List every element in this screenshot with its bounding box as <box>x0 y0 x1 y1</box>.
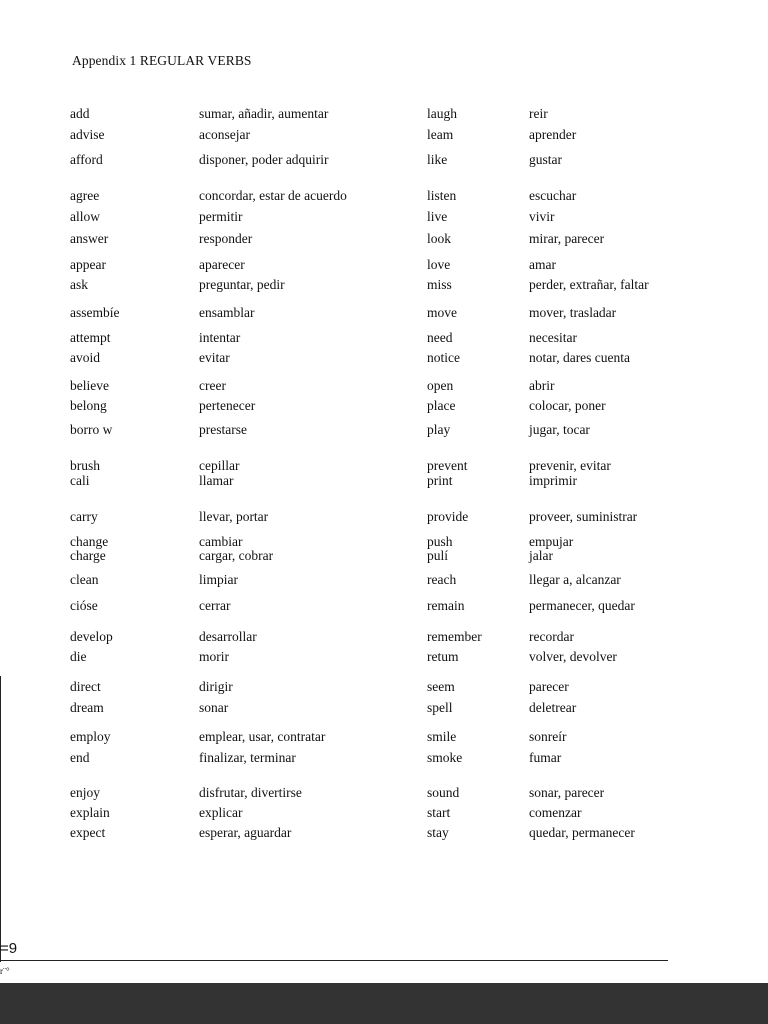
verb-row <box>0 350 768 366</box>
english-verb: agree <box>70 188 100 203</box>
spanish-translation: limpiar <box>199 572 238 587</box>
verb-row <box>0 572 768 588</box>
bottom-rule <box>0 960 668 961</box>
page-title: Appendix 1 REGULAR VERBS <box>72 53 252 68</box>
spanish-translation: permitir <box>199 209 243 224</box>
spanish-translation: desarrollar <box>199 629 257 644</box>
spanish-translation: prevenir, evitar <box>529 458 611 473</box>
english-verb: borro w <box>70 422 113 437</box>
verb-row <box>0 378 768 394</box>
spanish-translation: aparecer <box>199 257 245 272</box>
margin-mark: =9 <box>0 940 18 957</box>
english-verb: miss <box>427 277 452 292</box>
english-verb: allow <box>70 209 100 224</box>
english-verb: leam <box>427 127 454 142</box>
spanish-translation: preguntar, pedir <box>199 277 285 292</box>
english-verb: spell <box>427 700 453 715</box>
spanish-translation: creer <box>199 378 226 393</box>
verb-row <box>0 598 768 614</box>
spanish-translation: parecer <box>529 679 569 694</box>
spanish-translation: responder <box>199 231 253 246</box>
english-verb: seem <box>427 679 455 694</box>
english-verb: change <box>70 534 109 549</box>
english-verb: direct <box>70 679 101 694</box>
english-verb: love <box>427 257 451 272</box>
verb-row <box>0 629 768 645</box>
english-verb: advise <box>70 127 105 142</box>
spanish-translation: empujar <box>529 534 574 549</box>
english-verb: move <box>427 305 457 320</box>
english-verb: cióse <box>70 598 98 613</box>
english-verb: explain <box>70 805 110 820</box>
spanish-translation: dirigir <box>199 679 233 694</box>
english-verb: provide <box>427 509 469 524</box>
english-verb: remain <box>427 598 465 613</box>
spanish-translation: emplear, usar, contratar <box>199 729 326 744</box>
spanish-translation: cambiar <box>199 534 243 549</box>
verb-row <box>0 458 768 474</box>
english-verb: open <box>427 378 454 393</box>
english-verb: push <box>427 534 453 549</box>
spanish-translation: jugar, tocar <box>529 422 590 437</box>
spanish-translation: abrir <box>529 378 555 393</box>
verb-row <box>0 473 768 489</box>
verb-row <box>0 825 768 841</box>
verb-row <box>0 277 768 293</box>
verb-row <box>0 257 768 273</box>
spanish-translation: necesitar <box>529 330 577 345</box>
english-verb: sound <box>427 785 460 800</box>
english-verb: answer <box>70 231 109 246</box>
english-verb: place <box>427 398 456 413</box>
verb-row <box>0 305 768 321</box>
spanish-translation: sonreír <box>529 729 567 744</box>
footer-bar <box>0 983 768 1024</box>
spanish-translation: prestarse <box>199 422 247 437</box>
verb-row <box>0 231 768 247</box>
english-verb: live <box>427 209 448 224</box>
spanish-translation: sonar <box>199 700 229 715</box>
english-verb: assembíe <box>70 305 120 320</box>
verb-row <box>0 188 768 204</box>
spanish-translation: reir <box>529 106 548 121</box>
verb-row <box>0 509 768 525</box>
spanish-translation: vivir <box>529 209 555 224</box>
spanish-translation: mirar, parecer <box>529 231 605 246</box>
spanish-translation: disponer, poder adquirir <box>199 152 329 167</box>
spanish-translation: permanecer, quedar <box>529 598 635 613</box>
english-verb: start <box>427 805 451 820</box>
spanish-translation: cargar, cobrar <box>199 548 274 563</box>
english-verb: charge <box>70 548 106 563</box>
spanish-translation: fumar <box>529 750 562 765</box>
spanish-translation: llegar a, alcanzar <box>529 572 621 587</box>
english-verb: print <box>427 473 453 488</box>
spanish-translation: intentar <box>199 330 241 345</box>
spanish-translation: quedar, permanecer <box>529 825 635 840</box>
english-verb: employ <box>70 729 111 744</box>
english-verb: avoid <box>70 350 100 365</box>
spanish-translation: esperar, aguardar <box>199 825 292 840</box>
verb-row <box>0 330 768 346</box>
verb-row <box>0 106 768 122</box>
english-verb: stay <box>427 825 449 840</box>
english-verb: prevent <box>427 458 468 473</box>
english-verb: smile <box>427 729 457 744</box>
left-margin-rule <box>0 676 1 962</box>
spanish-translation: explicar <box>199 805 243 820</box>
verb-row <box>0 750 768 766</box>
english-verb: like <box>427 152 448 167</box>
spanish-translation: aprender <box>529 127 577 142</box>
spanish-translation: cerrar <box>199 598 231 613</box>
spanish-translation: notar, dares cuenta <box>529 350 631 365</box>
verb-row <box>0 398 768 414</box>
english-verb: notice <box>427 350 460 365</box>
spanish-translation: finalizar, terminar <box>199 750 296 765</box>
english-verb: belong <box>70 398 107 413</box>
english-verb: expect <box>70 825 106 840</box>
spanish-translation: llamar <box>199 473 234 488</box>
spanish-translation: sonar, parecer <box>529 785 605 800</box>
margin-glyph: r¨° <box>0 966 10 976</box>
english-verb: reach <box>427 572 457 587</box>
english-verb: attempt <box>70 330 111 345</box>
english-verb: dream <box>70 700 104 715</box>
spanish-translation: jalar <box>529 548 553 563</box>
spanish-translation: disfrutar, divertirse <box>199 785 302 800</box>
spanish-translation: sumar, añadir, aumentar <box>199 106 329 121</box>
spanish-translation: deletrear <box>529 700 577 715</box>
verb-row <box>0 679 768 695</box>
verb-row <box>0 649 768 665</box>
verb-row <box>0 209 768 225</box>
spanish-translation: comenzar <box>529 805 582 820</box>
verb-row <box>0 785 768 801</box>
spanish-translation: volver, devolver <box>529 649 617 664</box>
english-verb: clean <box>70 572 99 587</box>
spanish-translation: cepillar <box>199 458 240 473</box>
spanish-translation: ensamblar <box>199 305 255 320</box>
spanish-translation: mover, trasladar <box>529 305 617 320</box>
spanish-translation: recordar <box>529 629 574 644</box>
english-verb: believe <box>70 378 109 393</box>
spanish-translation: perder, extrañar, faltar <box>529 277 649 292</box>
spanish-translation: aconsejar <box>199 127 250 142</box>
verb-row <box>0 729 768 745</box>
english-verb: enjoy <box>70 785 100 800</box>
english-verb: retum <box>427 649 459 664</box>
english-verb: add <box>70 106 90 121</box>
spanish-translation: escuchar <box>529 188 577 203</box>
verb-row <box>0 700 768 716</box>
english-verb: afford <box>70 152 103 167</box>
verb-row <box>0 127 768 143</box>
spanish-translation: amar <box>529 257 556 272</box>
english-verb: brush <box>70 458 100 473</box>
english-verb: cali <box>70 473 90 488</box>
english-verb: ask <box>70 277 88 292</box>
english-verb: laugh <box>427 106 457 121</box>
spanish-translation: evitar <box>199 350 230 365</box>
english-verb: listen <box>427 188 457 203</box>
english-verb: need <box>427 330 453 345</box>
spanish-translation: gustar <box>529 152 562 167</box>
spanish-translation: concordar, estar de acuerdo <box>199 188 347 203</box>
english-verb: remember <box>427 629 482 644</box>
english-verb: develop <box>70 629 113 644</box>
verb-row <box>0 152 768 168</box>
spanish-translation: proveer, suministrar <box>529 509 638 524</box>
english-verb: look <box>427 231 452 246</box>
verb-row <box>0 422 768 438</box>
verb-row <box>0 548 768 564</box>
spanish-translation: morir <box>199 649 229 664</box>
english-verb: appear <box>70 257 106 272</box>
english-verb: die <box>70 649 87 664</box>
verb-row <box>0 805 768 821</box>
spanish-translation: llevar, portar <box>199 509 269 524</box>
english-verb: end <box>70 750 90 765</box>
english-verb: play <box>427 422 451 437</box>
english-verb: smoke <box>427 750 463 765</box>
spanish-translation: colocar, poner <box>529 398 606 413</box>
english-verb: carry <box>70 509 98 524</box>
spanish-translation: pertenecer <box>199 398 256 413</box>
english-verb: pulí <box>427 548 449 563</box>
spanish-translation: imprimir <box>529 473 577 488</box>
